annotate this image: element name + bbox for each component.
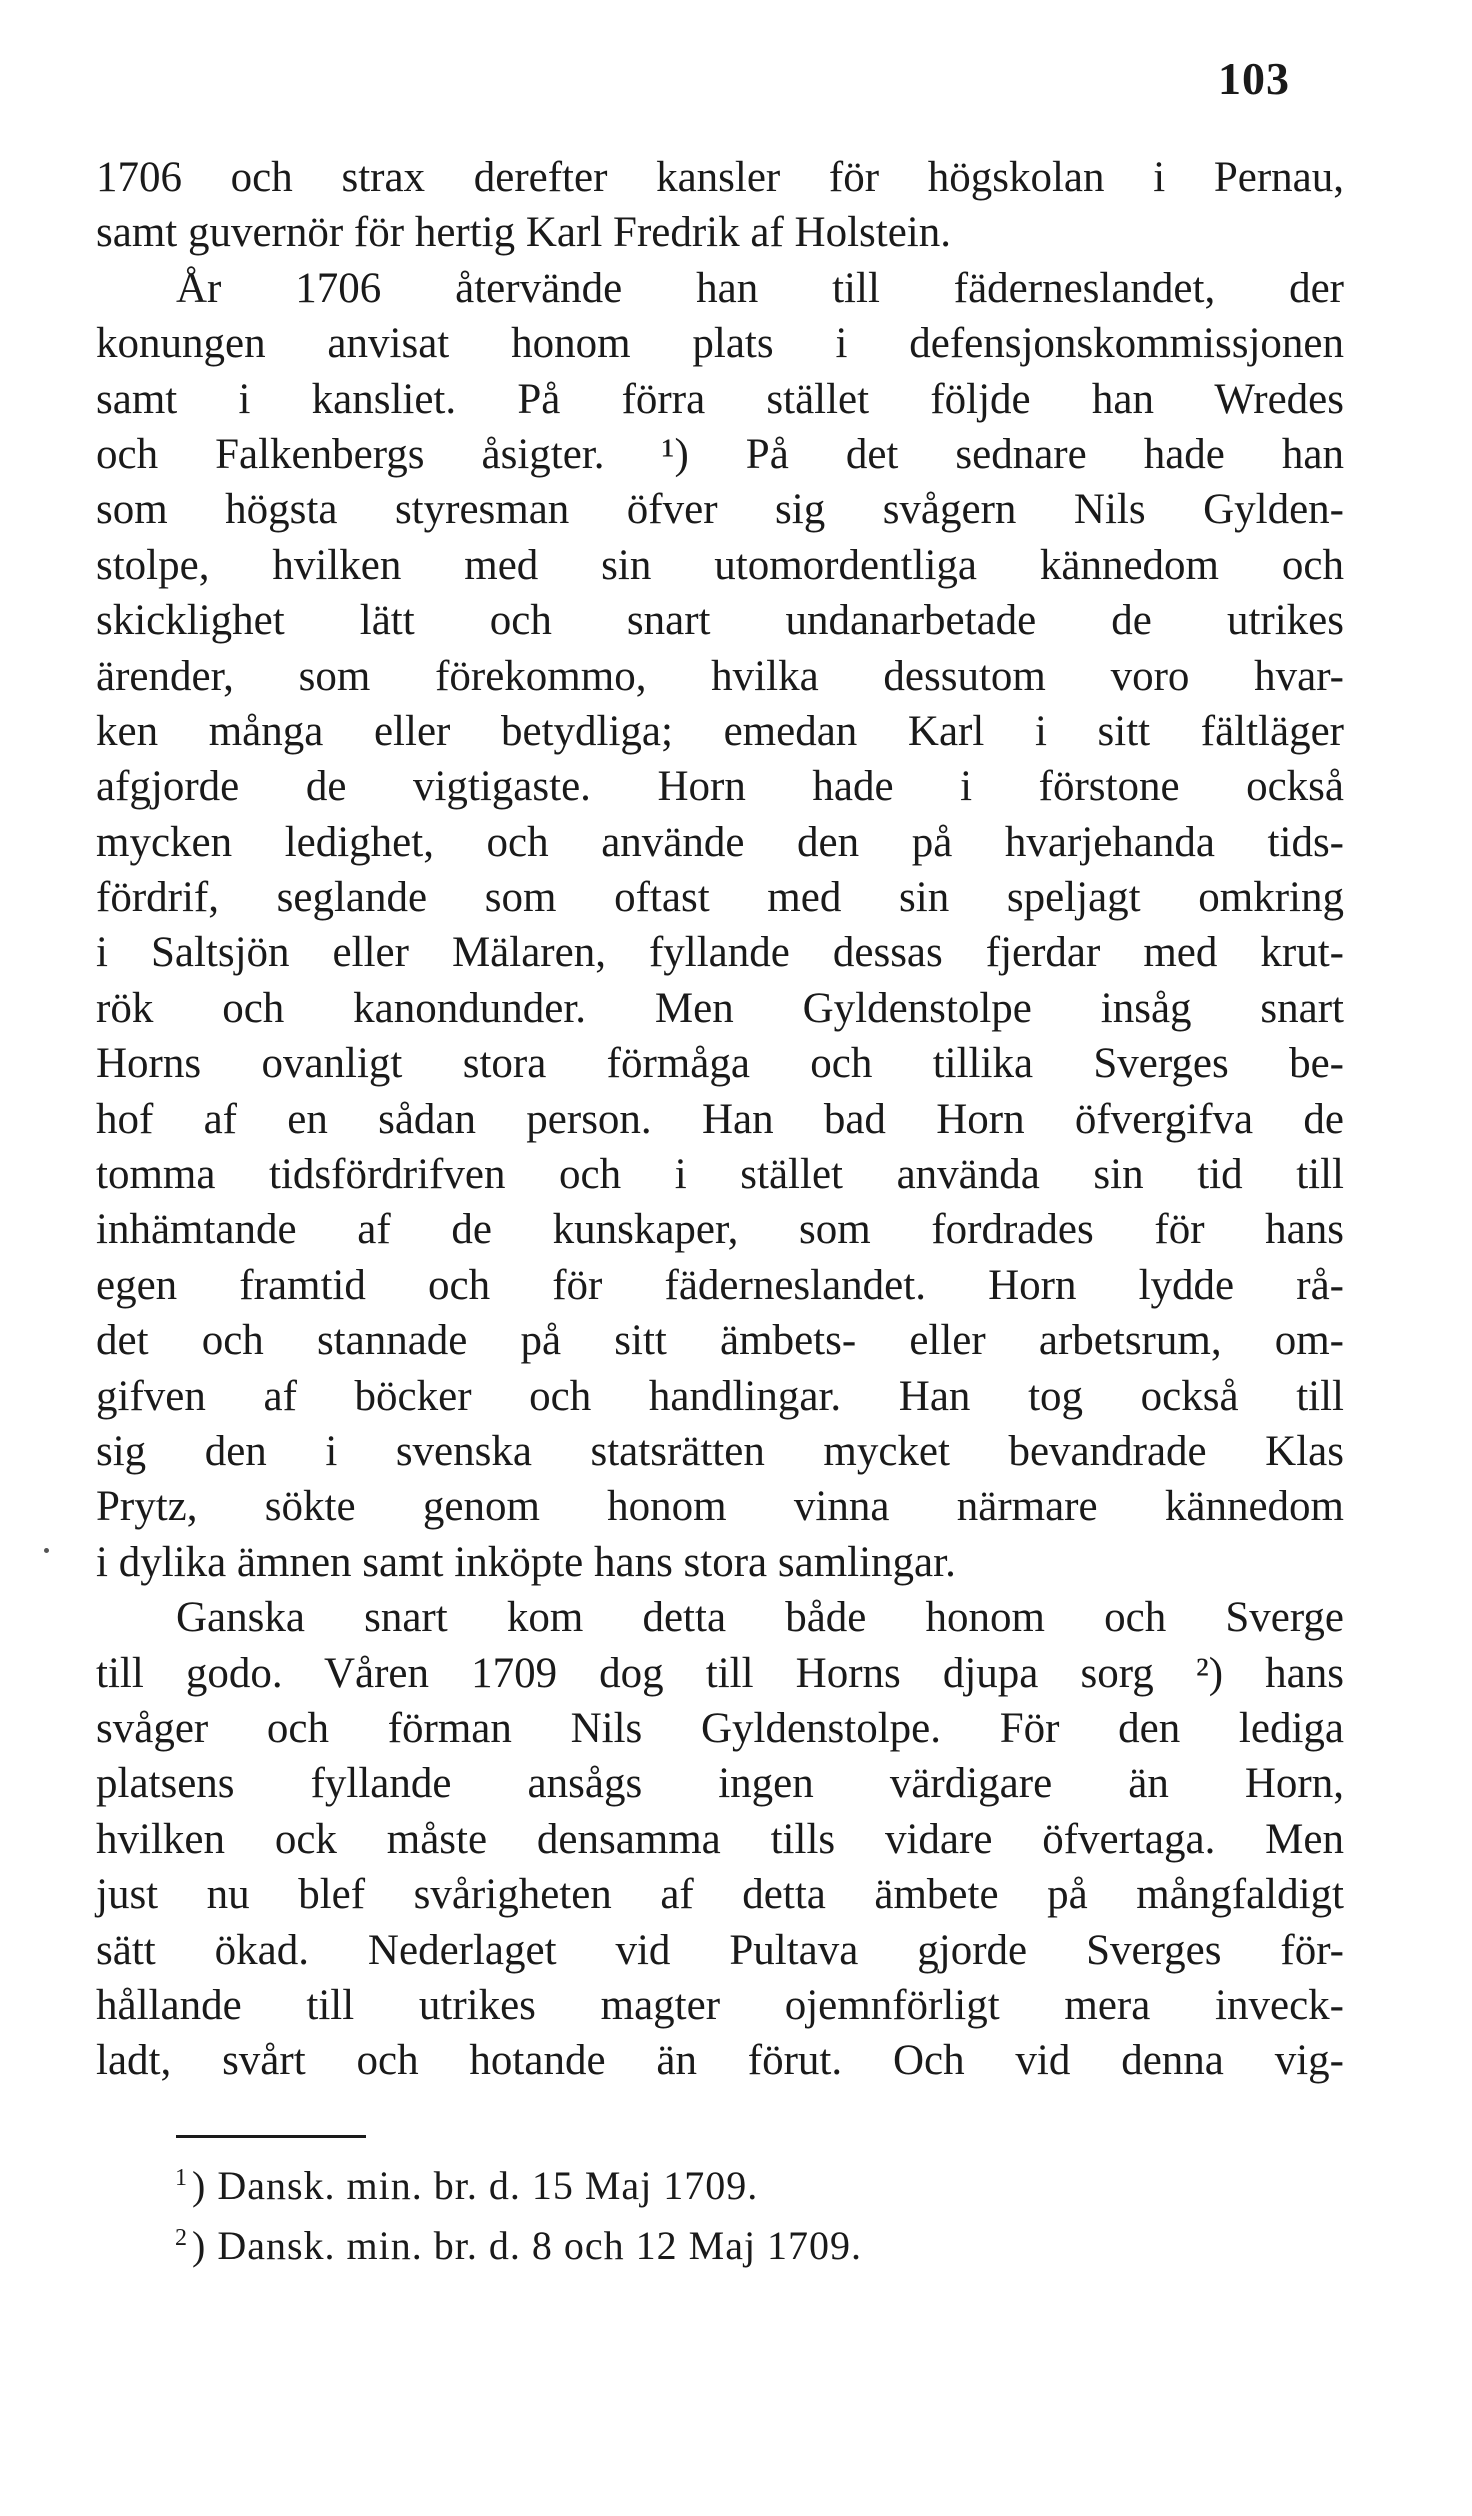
body-text xyxy=(96,150,1344,2089)
text-line: just nu blef svårigheten af detta ämbete på mångfaldigt xyxy=(96,1871,1344,1919)
text-line: som högsta styresman öfver sig svågern Nils Gylden- xyxy=(96,486,1344,534)
text-line: gifven af böcker och handlingar. Han tog också till xyxy=(96,1372,1344,1420)
text-line: stolpe, hvilken med sin utomordentliga kännedom och xyxy=(96,541,1344,589)
page-number: 103 xyxy=(1218,53,1290,104)
text-line: Horns ovanligt stora förmåga och tillika Sverges be- xyxy=(96,1040,1344,1088)
text-line: egen framtid och för fäderneslandet. Horn lydde rå- xyxy=(96,1261,1344,1309)
footnote-marker: 1 xyxy=(175,2165,188,2191)
footnote-divider xyxy=(176,2135,366,2138)
text-line: rök och kanondunder. Men Gyldenstolpe insåg snart xyxy=(96,984,1344,1032)
footnote-1 xyxy=(175,2148,1275,2208)
footnote-text: ) Dansk. min. br. d. 15 Maj 1709. xyxy=(192,2163,759,2208)
margin-dot xyxy=(44,1548,49,1553)
text-line: sätt ökad. Nederlaget vid Pultava gjorde Sverges för- xyxy=(96,1926,1344,1974)
footnote-text: ) Dansk. min. br. d. 8 och 12 Maj 1709. xyxy=(192,2223,863,2268)
text-line: ärender, som förekommo, hvilka dessutom voro hvar- xyxy=(96,652,1344,700)
text-line: samt i kansliet. På förra stället följde han Wredes xyxy=(96,375,1344,423)
text-line: Prytz, sökte genom honom vinna närmare kännedom xyxy=(96,1483,1344,1531)
footnote-2 xyxy=(175,2208,1275,2268)
text-line: Ganska snart kom detta både honom och Sverge xyxy=(176,1594,1344,1642)
text-line: tomma tidsfördrifven och i stället använda sin tid till xyxy=(96,1151,1344,1199)
text-line: i dylika ämnen samt inköpte hans stora samlingar. xyxy=(96,1538,956,1586)
text-line: hållande till utrikes magter ojemnförligt mera inveck- xyxy=(96,1981,1344,2029)
text-line: sig den i svenska statsrätten mycket bevandrade Klas xyxy=(96,1427,1344,1475)
footnote-marker: 2 xyxy=(175,2225,188,2251)
text-line: i Saltsjön eller Mälaren, fyllande dessas fjerdar med krut- xyxy=(96,929,1344,977)
text-line: År 1706 återvände han till fäderneslandet, der xyxy=(176,264,1344,312)
text-line: konungen anvisat honom plats i defensjonskommissjonen xyxy=(96,320,1344,368)
text-line: till godo. Våren 1709 dog till Horns djupa sorg ²) hans xyxy=(96,1649,1344,1697)
text-line: det och stannade på sitt ämbets- eller arbetsrum, om- xyxy=(96,1317,1344,1365)
text-line: ladt, svårt och hotande än förut. Och vid denna vig- xyxy=(96,2037,1344,2085)
text-line: mycken ledighet, och använde den på hvarjehanda tids- xyxy=(96,818,1344,866)
text-line: hof af en sådan person. Han bad Horn öfvergifva de xyxy=(96,1095,1344,1143)
text-line: skicklighet lätt och snart undanarbetade de utrikes xyxy=(96,597,1344,645)
text-line: ken många eller betydliga; emedan Karl i sitt fältläger xyxy=(96,707,1344,755)
text-line: inhämtande af de kunskaper, som fordrades för hans xyxy=(96,1206,1344,1254)
text-line: svåger och förman Nils Gyldenstolpe. För den lediga xyxy=(96,1704,1344,1752)
text-line: samt guvernör för hertig Karl Fredrik af Holstein. xyxy=(96,209,951,257)
text-line: afgjorde de vigtigaste. Horn hade i förstone också xyxy=(96,763,1344,811)
text-line: fördrif, seglande som oftast med sin speljagt omkring xyxy=(96,874,1344,922)
text-line: hvilken ock måste densamma tills vidare öfvertaga. Men xyxy=(96,1815,1344,1863)
text-line: och Falkenbergs åsigter. ¹) På det sednare hade han xyxy=(96,430,1344,478)
footnotes xyxy=(175,2148,1275,2268)
text-line: platsens fyllande ansågs ingen värdigare än Horn, xyxy=(96,1760,1344,1808)
text-line: 1706 och strax derefter kansler för högskolan i Pernau, xyxy=(96,154,1344,201)
